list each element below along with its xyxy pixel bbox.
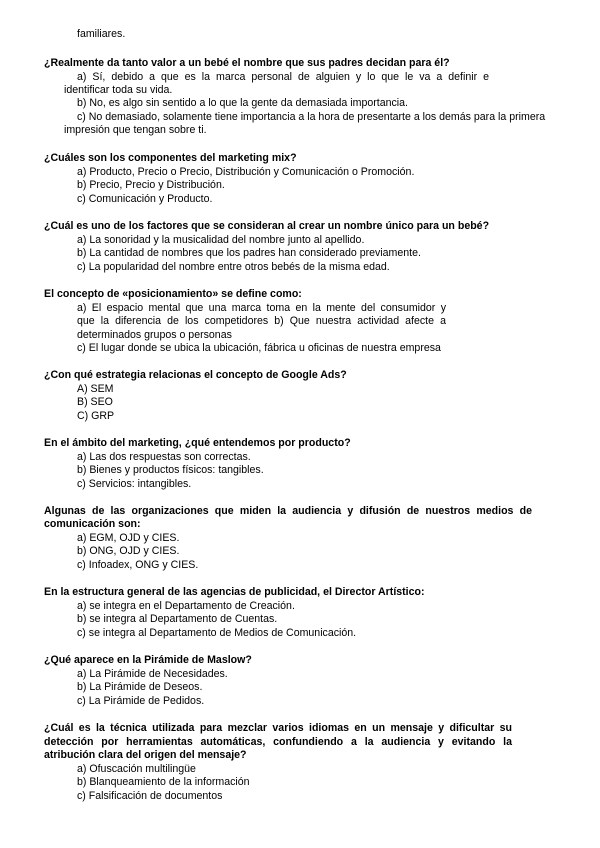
question-2: ¿Cuáles son los componentes del marketing mix? [44,152,297,164]
question-8-option-b: b) se integra al Departamento de Cuentas. [77,613,278,625]
question-7-option-c: c) Infoadex, ONG y CIES. [77,559,199,571]
question-3-option-b: b) La cantidad de nombres que los padres han considerado previamente. [77,247,421,259]
question-5-option-b: B) SEO [77,396,113,408]
question-9-option-a: a) La Pirámide de Necesidades. [77,668,228,680]
question-6-option-c: c) Servicios: intangibles. [77,478,192,490]
question-4-option-a: a) El espacio mental que una marca toma en la mente del consumidor y [77,302,446,314]
question-10-option-c: c) Falsificación de documentos [77,790,223,802]
question-9-option-b: b) La Pirámide de Deseos. [77,681,203,693]
question-3-option-c: c) La popularidad del nombre entre otros bebés de la misma edad. [77,261,390,273]
question-4-option-a-cont: que la diferencia de los competidores b) Que nuestra actividad afecte a [77,315,446,327]
question-10-option-a: a) Ofuscación multilingüe [77,763,196,775]
question-10-cont: detección por herramientas automáticas, confundiendo a la audiencia y evitando la [44,736,512,748]
question-6: En el ámbito del marketing, ¿qué entendemos por producto? [44,437,351,449]
question-4: El concepto de «posicionamiento» se define como: [44,288,302,300]
question-4-option-c: c) El lugar donde se ubica la ubicación, fábrica u oficinas de nuestra empresa [77,342,441,354]
question-5: ¿Con qué estrategia relacionas el concepto de Google Ads? [44,369,347,381]
question-4-option-a-cont2: determinados grupos o personas [77,329,232,341]
question-10-cont2: atribución clara del origen del mensaje? [44,749,247,761]
question-7-cont: comunicación son: [44,518,141,530]
question-2-option-a: a) Producto, Precio o Precio, Distribución y Comunicación o Promoción. [77,166,415,178]
question-7-option-b: b) ONG, OJD y CIES. [77,545,180,557]
question-9-option-c: c) La Pirámide de Pedidos. [77,695,205,707]
question-5-option-a: A) SEM [77,383,114,395]
question-7: Algunas de las organizaciones que miden la audiencia y difusión de nuestros medios de [44,505,532,517]
question-3: ¿Cuál es uno de los factores que se consideran al crear un nombre único para un bebé? [44,220,490,232]
question-8: En la estructura general de las agencias de publicidad, el Director Artístico: [44,586,425,598]
question-6-option-a: a) Las dos respuestas son correctas. [77,451,251,463]
question-2-option-c: c) Comunicación y Producto. [77,193,213,205]
question-8-option-a: a) se integra en el Departamento de Creación. [77,600,295,612]
question-7-option-a: a) EGM, OJD y CIES. [77,532,180,544]
question-3-option-a: a) La sonoridad y la musicalidad del nombre junto al apellido. [77,234,365,246]
question-8-option-c: c) se integra al Departamento de Medios de Comunicación. [77,627,357,639]
question-9: ¿Qué aparece en la Pirámide de Maslow? [44,654,252,666]
question-1-option-c-cont: impresión que tengan sobre ti. [64,124,207,136]
question-1-option-a-cont: identificar toda su vida. [64,84,173,96]
question-1-option-a: a) Sí, debido a que es la marca personal de alguien y lo que le va a definir e [77,71,489,83]
question-10: ¿Cuál es la técnica utilizada para mezclar varios idiomas en un mensaje y dificultar su [44,722,512,734]
question-6-option-b: b) Bienes y productos físicos: tangibles. [77,464,264,476]
question-1: ¿Realmente da tanto valor a un bebé el nombre que sus padres decidan para él? [44,57,450,69]
intro-tail-text: familiares. [77,28,126,40]
question-2-option-b: b) Precio, Precio y Distribución. [77,179,225,191]
question-1-option-b: b) No, es algo sin sentido a lo que la gente da demasiada importancia. [77,97,408,109]
question-1-option-c: c) No demasiado, solamente tiene importancia a la hora de presentarte a los demás para la primera [77,111,546,123]
question-10-option-b: b) Blanqueamiento de la información [77,776,250,788]
question-5-option-c: C) GRP [77,410,115,422]
